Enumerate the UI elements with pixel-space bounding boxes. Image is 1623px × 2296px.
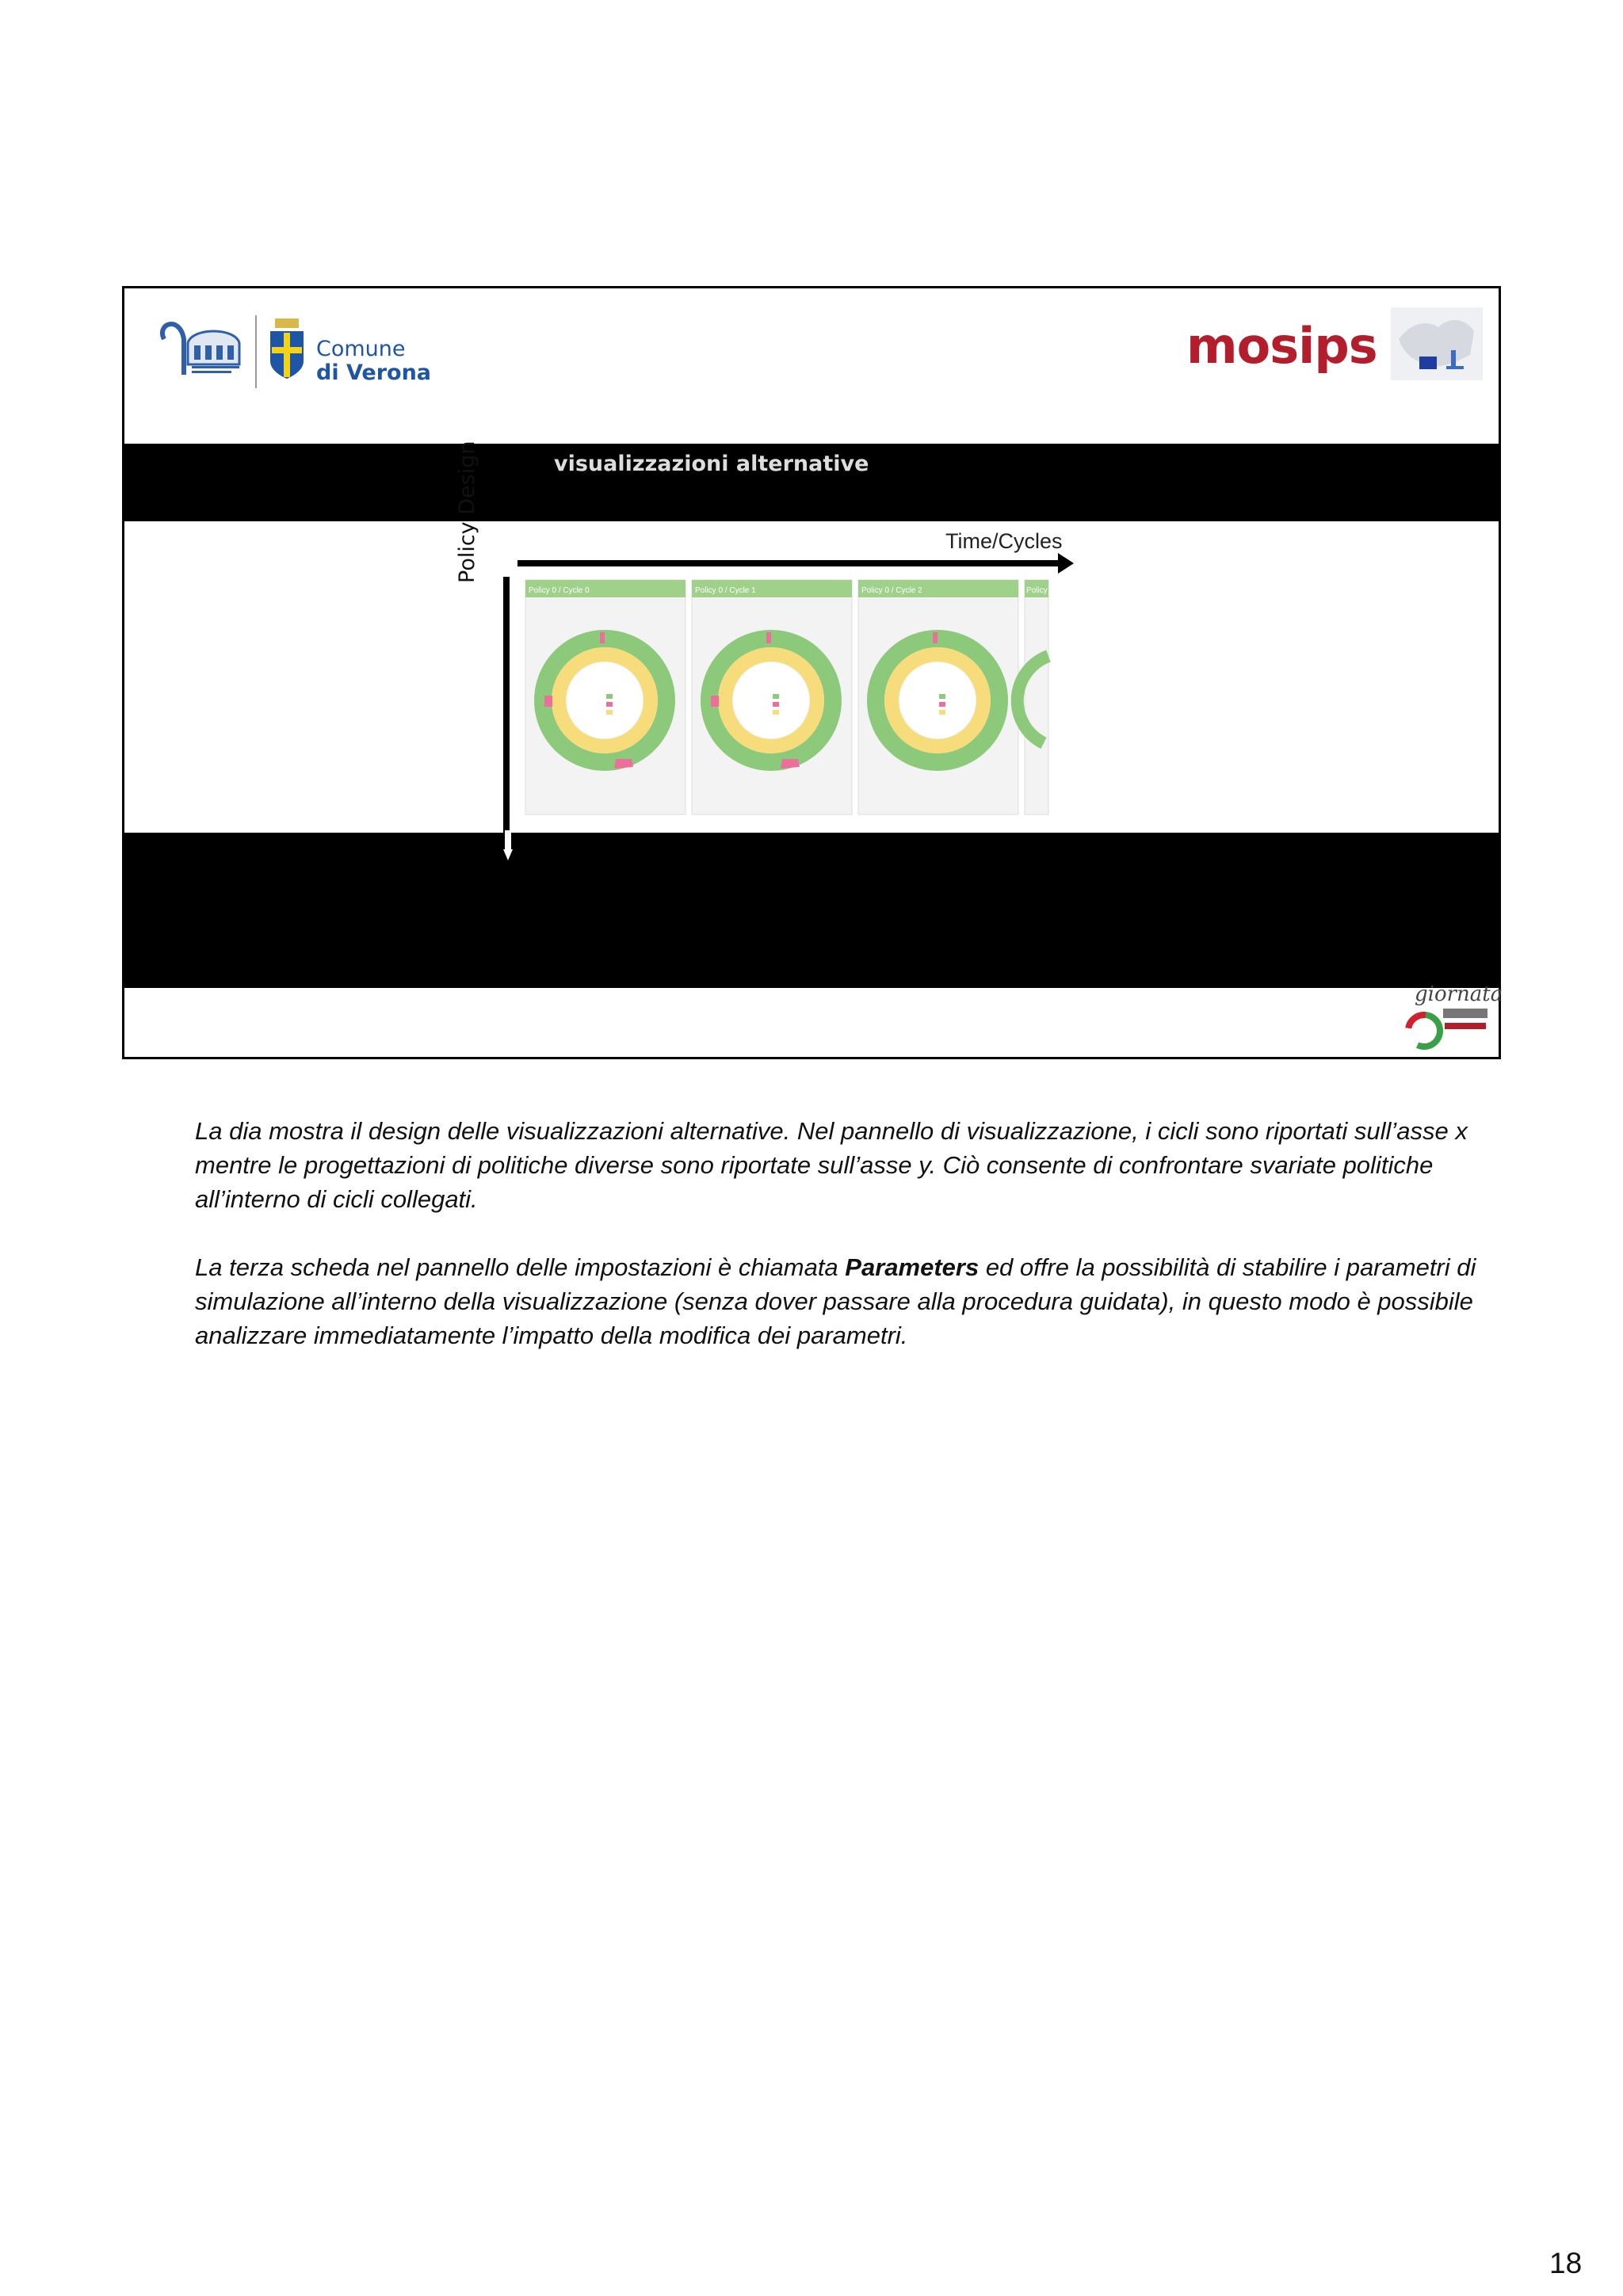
visualization-figure	[172, 521, 1472, 833]
mosips-logo: mosips	[1186, 317, 1377, 375]
y-axis-label: Policy Design	[455, 441, 479, 583]
giornata-text: giornata	[1415, 982, 1503, 1006]
europe-map-icon	[1391, 307, 1483, 380]
panel-cycle-0	[525, 580, 685, 814]
caption-paragraph-1: La dia mostra il design delle visualizzazioni alternative. Nel pannello di visualizzazione, i cicli sono riportati sull’asse x mentre le progettazioni di politiche diverse sono riportate sull’asse y. Ciò consente di confrontare svariate politiche all’interno di cicli collegati.	[195, 1117, 1468, 1213]
caption	[195, 1114, 1495, 1386]
comune-line1: Comune	[316, 337, 406, 361]
panel-header-1: Policy 0 / Cycle 1	[695, 586, 756, 595]
comune-di-verona-text	[316, 338, 431, 385]
panel-header-0: Policy 0 / Cycle 0	[529, 586, 590, 595]
y-axis-arrow-shaft	[503, 577, 510, 833]
title-band	[124, 444, 1499, 521]
x-axis-label: Time/Cycles	[945, 529, 1063, 553]
slide-image	[122, 286, 1501, 1059]
giornata-statistica-logo	[1400, 982, 1503, 1053]
caption-p2-after: ed offre la possibilità di stabilire i parametri di simulazione all’interno della visualizzazione (senza dover passare alla procedura guidata), in questo modo è possibile analizzare immediatamente l’impatto della modifica dei parametri.	[195, 1253, 1476, 1349]
caption-paragraph-2	[195, 1250, 1495, 1352]
caption-p2-before: La terza scheda nel pannello delle impostazioni è chiamata	[195, 1253, 846, 1281]
panel-cycle-2	[858, 580, 1018, 814]
lower-black-band	[124, 833, 1499, 988]
figure-canvas	[172, 521, 1472, 833]
comune-line2: di Verona	[316, 360, 432, 385]
x-axis-arrow-shaft	[517, 560, 1064, 566]
band-title: visualizzazioni alternative	[554, 452, 869, 476]
panel-header-3: Policy	[1026, 586, 1048, 595]
panel-cycle-1	[692, 580, 852, 814]
panel-header-2: Policy 0 / Cycle 2	[861, 586, 922, 595]
y-axis-arrow-head	[503, 830, 513, 862]
caption-p2-bold: Parameters	[845, 1253, 980, 1281]
page-number: 18	[1549, 2247, 1583, 2279]
